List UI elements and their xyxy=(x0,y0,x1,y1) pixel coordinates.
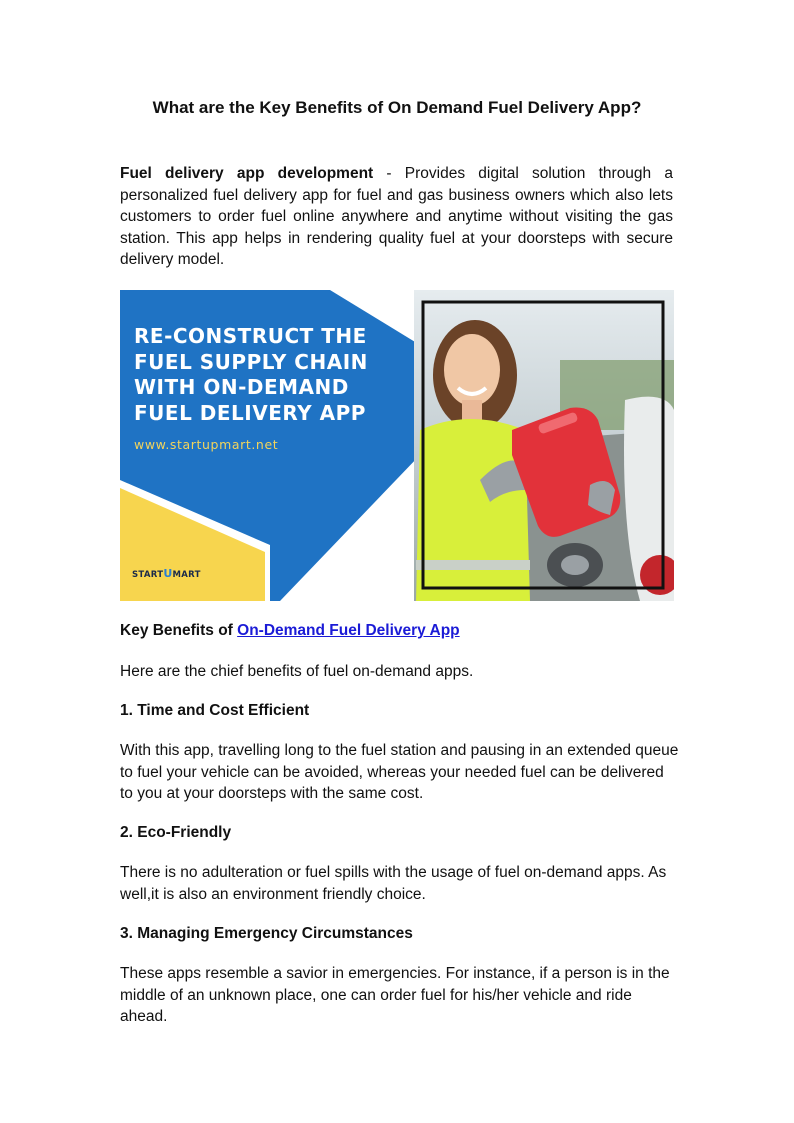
on-demand-fuel-delivery-link[interactable]: On-Demand Fuel Delivery App xyxy=(237,622,460,639)
benefits-heading-prefix: Key Benefits of xyxy=(120,622,238,639)
benefit-1-title: 1. Time and Cost Efficient xyxy=(120,702,310,719)
banner-headline-line: FUEL SUPPLY CHAIN xyxy=(134,349,368,374)
banner-url: www.startupmart.net xyxy=(134,437,279,452)
startupmart-logo xyxy=(132,567,201,580)
logo-up-mark: U xyxy=(163,567,173,580)
intro-paragraph xyxy=(120,163,673,271)
benefits-heading xyxy=(120,622,460,640)
benefit-3-body: These apps resemble a savior in emergencies. For instance, if a person is in the middle of an unknown place, one can order fuel for his/her vehicle and ride ahead. xyxy=(120,965,670,1025)
promo-banner-image xyxy=(120,290,674,601)
benefit-2-body: There is no adulteration or fuel spills with the usage of fuel on-demand apps. As well,it is also an environment friendly choice. xyxy=(120,864,667,903)
benefit-2-title: 2. Eco-Friendly xyxy=(120,824,232,841)
intro-text: - Provides digital solution through a personalized fuel delivery app for fuel and gas business owners which also lets customers to order fuel online anywhere and anytime without visiting the gas station. This app helps in rendering quality fuel at your doorsteps with secure delivery model. xyxy=(120,165,673,268)
logo-start: START xyxy=(132,570,164,580)
page-title: What are the Key Benefits of On Demand Fuel Delivery App? xyxy=(152,98,642,117)
benefit-3-title: 3. Managing Emergency Circumstances xyxy=(120,925,413,942)
intro-bold-lead: Fuel delivery app development xyxy=(120,165,374,182)
banner-headline-line: RE-CONSTRUCT THE xyxy=(134,324,367,348)
logo-mart: MART xyxy=(172,570,201,580)
banner-headline-line: FUEL DELIVERY APP xyxy=(134,400,366,425)
banner-headline-line: WITH ON-DEMAND xyxy=(134,375,349,399)
banner-headline xyxy=(134,324,394,426)
lead-text: Here are the chief benefits of fuel on-demand apps. xyxy=(120,663,474,680)
benefit-1-body: With this app, travelling long to the fuel station and pausing in an extended queue to fuel your vehicle can be avoided, whereas your needed fuel can be delivered to you at your doorsteps with the same cost. xyxy=(120,742,679,802)
